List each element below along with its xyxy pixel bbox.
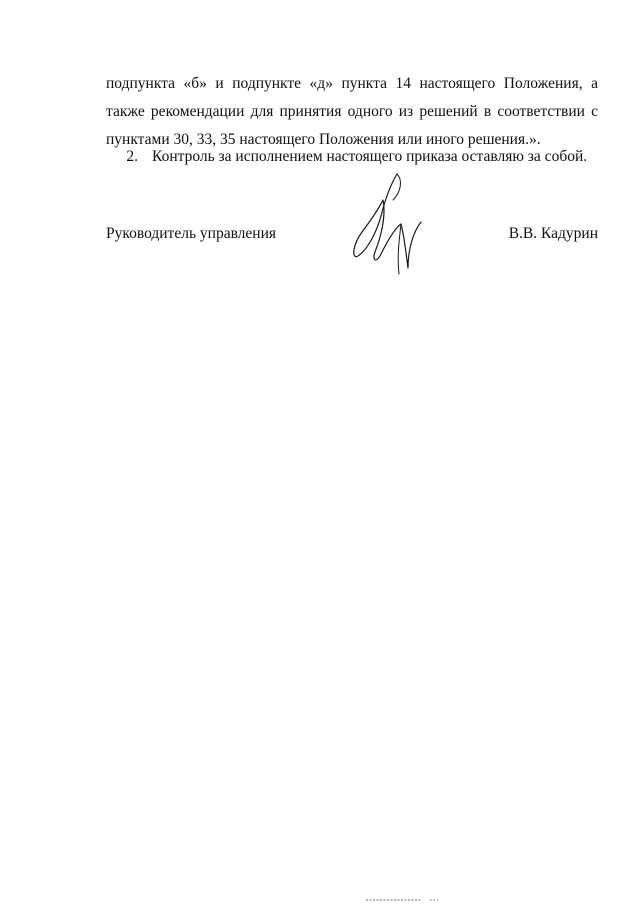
list-item-2: [106, 143, 598, 171]
handwritten-signature: [345, 170, 435, 280]
scan-footer-mark: [366, 896, 446, 902]
paragraph-continuation: подпункта «б» и подпункте «д» пункта 14 настоящего Положения, а также рекомендации для принятия одного из решений в соответствии с пунктами 30, 33, 35 настоящего Положения или иного решения.».: [106, 75, 598, 148]
signatory-name: В.В. Кадурин: [508, 225, 598, 242]
list-item-number: 2.: [126, 148, 138, 165]
signatory-position: Руководитель управления: [106, 225, 277, 242]
list-item-text: Контроль за исполнением настоящего приказа оставляю за собой.: [152, 148, 588, 165]
